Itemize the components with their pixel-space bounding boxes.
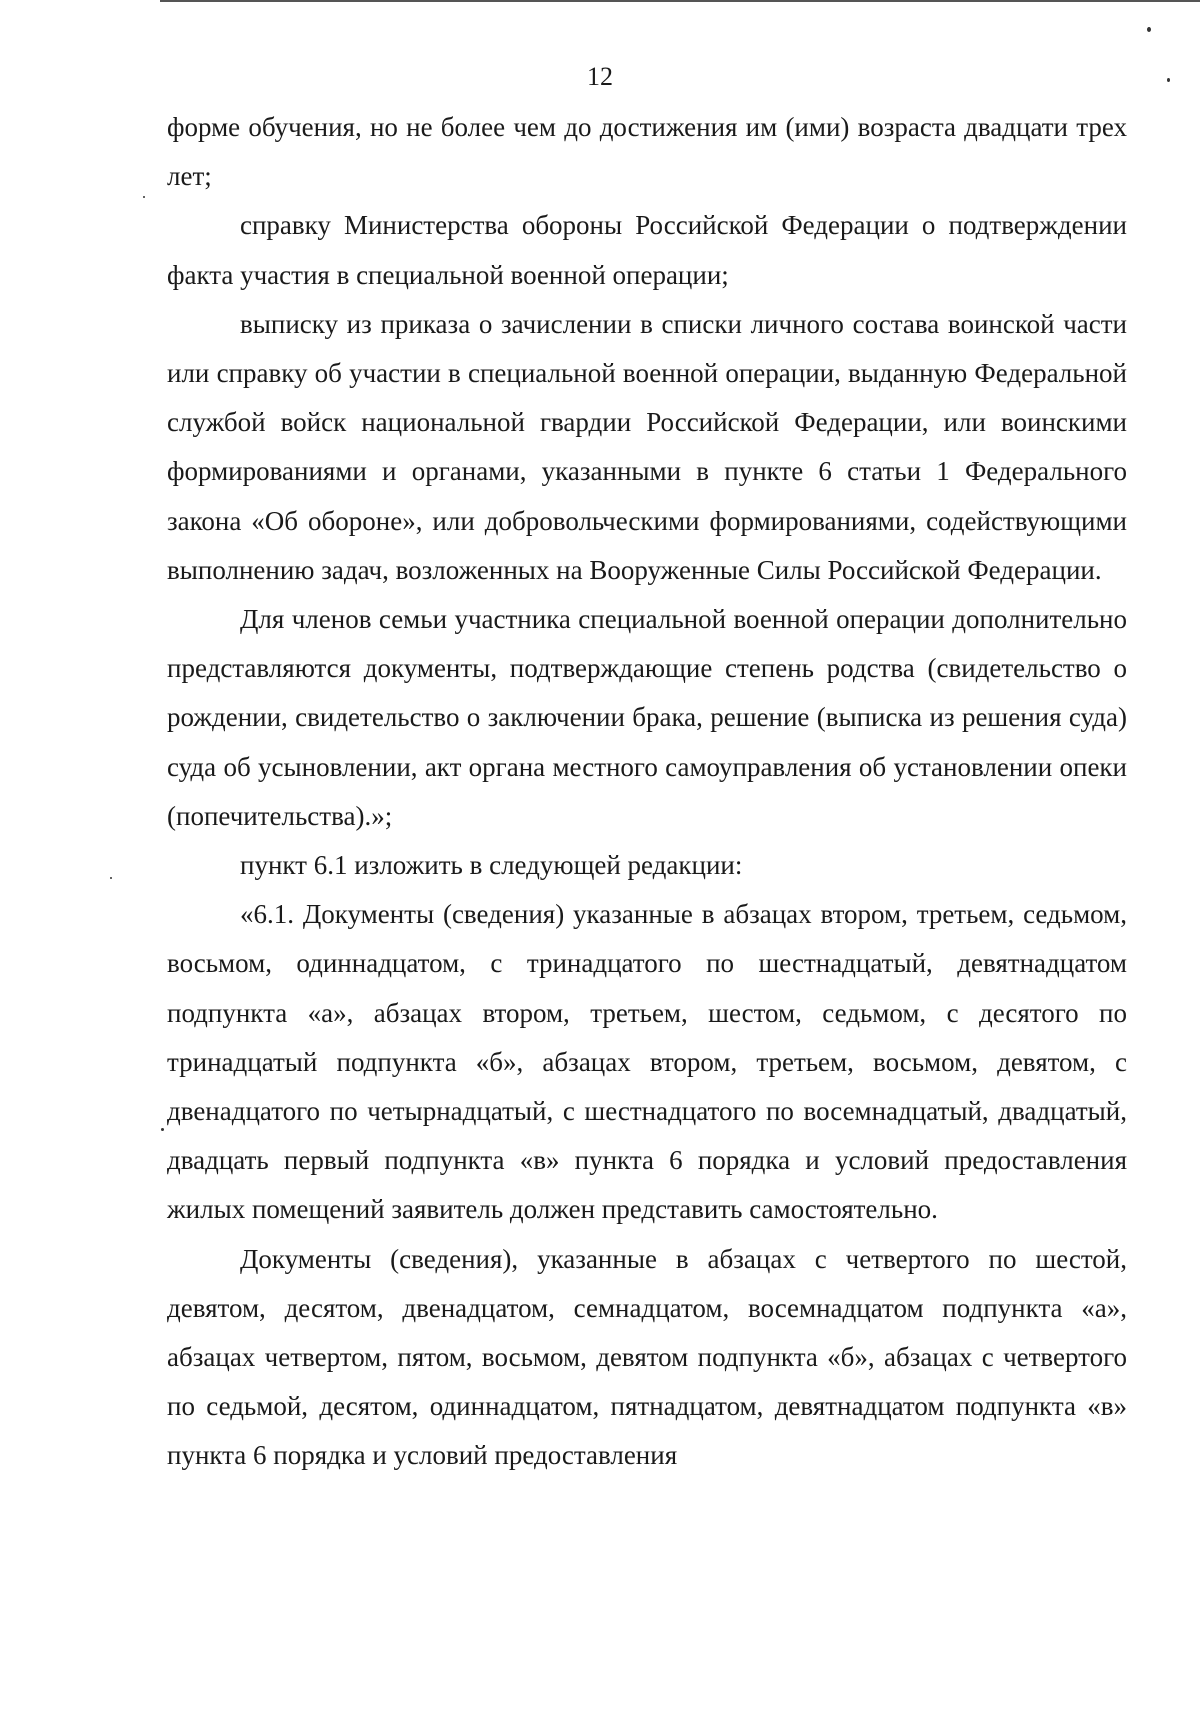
paragraph-7: Документы (сведения), указанные в абзацах с четвертого по шестой, девятом, десятом, двенадцатом, семнадцатом, восемнадцатом подпункта «а», абзацах четвертом, пятом, восьмом, девятом подпункта «б», абзацах с четвертого по седьмой, десятом, одиннадцатом, пятнадцатом, девятнадцатом подпункта «в» пункта 6 порядка и условий предоставления xyxy=(167,1243,1127,1471)
paragraph-3: выписку из приказа о зачислении в списки личного состава воинской части или справку об участии в специальной военной операции, выданную Федеральной службой войск национальной гвардии Российской Федерации, или воинскими формированиями и органами, указанными в пункте 6 статьи 1 Федерального закона «Об обороне», или добровольческими формированиями, содействующими выполнению задач, возложенных на Вооруженные Силы Российской Федерации. xyxy=(167,308,1127,585)
scan-edge-line xyxy=(160,0,1200,2)
document-body xyxy=(167,103,1127,1481)
page-number: 12 xyxy=(587,62,613,91)
scan-speck xyxy=(1147,27,1151,32)
scan-speck xyxy=(110,877,112,879)
paragraph-4: Для членов семьи участника специальной военной операции дополнительно представляются документы, подтверждающие степень родства (свидетельство о рождении, свидетельство о заключении брака, решение (выписка из решения суда) суда об усыновлении, акт органа местного самоуправления об установлении опеки (попечительства).»; xyxy=(167,604,1127,831)
paragraph-6: «6.1. Документы (сведения) указанные в абзацах втором, третьем, седьмом, восьмом, одиннадцатом, с тринадцатого по шестнадцатый, девятнадцатом подпункта «а», абзацах втором, третьем, шестом, седьмом, с десятого по тринадцатый подпункта «б», абзацах втором, третьем, восьмом, девятом, с двенадцатого по четырнадцатый, с шестнадцатого по восемнадцатый, двадцатый, двадцать первый подпункта «в» пункта 6 порядка и условий предоставления жилых помещений заявитель должен представить самостоятельно. xyxy=(167,899,1127,1225)
paragraph-1: форме обучения, но не более чем до достижения им (ими) возраста двадцати трех лет; xyxy=(167,112,1127,192)
scan-speck xyxy=(143,196,145,198)
scan-speck xyxy=(161,1128,164,1131)
paragraph-2: справку Министерства обороны Российской Федерации о подтверждении факта участия в специальной военной операции; xyxy=(167,210,1127,290)
paragraph-5: пункт 6.1 изложить в следующей редакции: xyxy=(240,850,743,881)
